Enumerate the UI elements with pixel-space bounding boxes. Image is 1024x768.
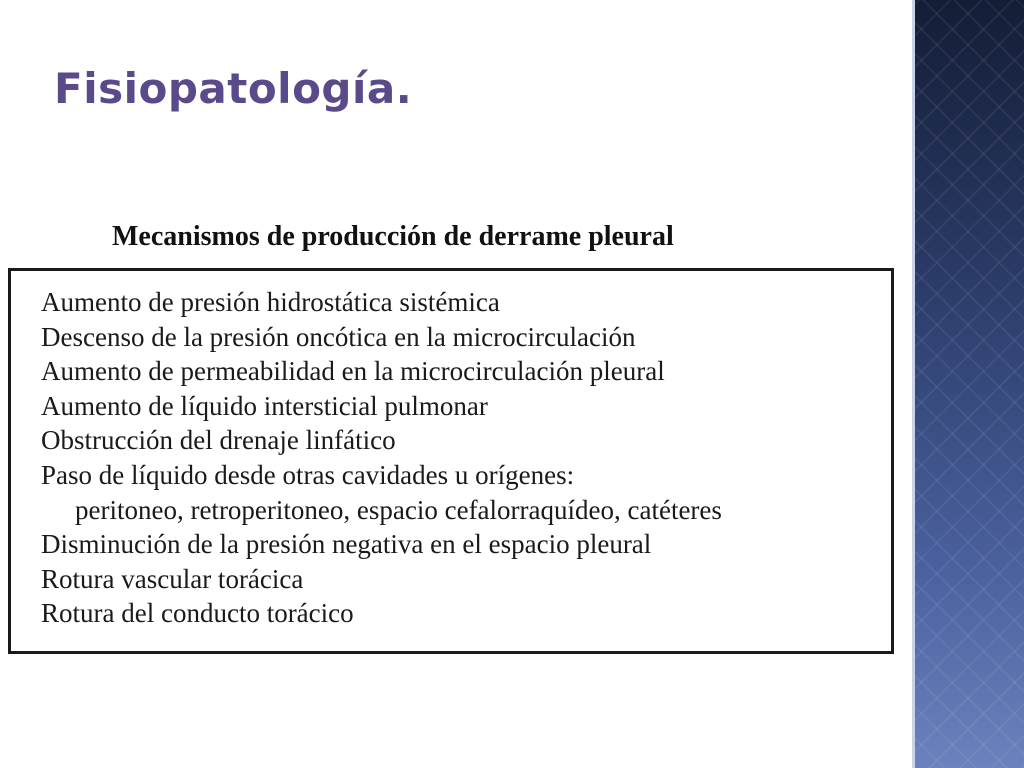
mechanism-item: Rotura del conducto torácico [41,598,354,629]
mechanism-item: Descenso de la presión oncótica en la microcirculación [41,321,636,352]
mechanism-item: Aumento de permeabilidad en la microcirculación pleural [41,356,665,387]
figure-heading: Mecanismos de producción de derrame pleural [112,221,674,252]
mechanism-item: Paso de líquido desde otras cavidades u orígenes: [41,459,575,490]
slide-title: Fisiopatología. [54,64,413,113]
mechanisms-list [11,271,891,631]
mechanism-item: Aumento de líquido intersticial pulmonar [41,390,488,421]
mechanism-item: Obstrucción del drenaje linfático [41,425,396,456]
mechanisms-figure [0,150,912,670]
mechanism-item-continuation: peritoneo, retroperitoneo, espacio cefalorraquídeo, catéteres [75,494,722,525]
mechanism-item: Rotura vascular torácica [41,563,304,594]
mechanism-item: Disminución de la presión negativa en el espacio pleural [41,529,652,560]
decorative-sidebar [912,0,1024,768]
mechanism-item: Aumento de presión hidrostática sistémica [41,287,500,317]
mechanisms-box [8,268,894,654]
